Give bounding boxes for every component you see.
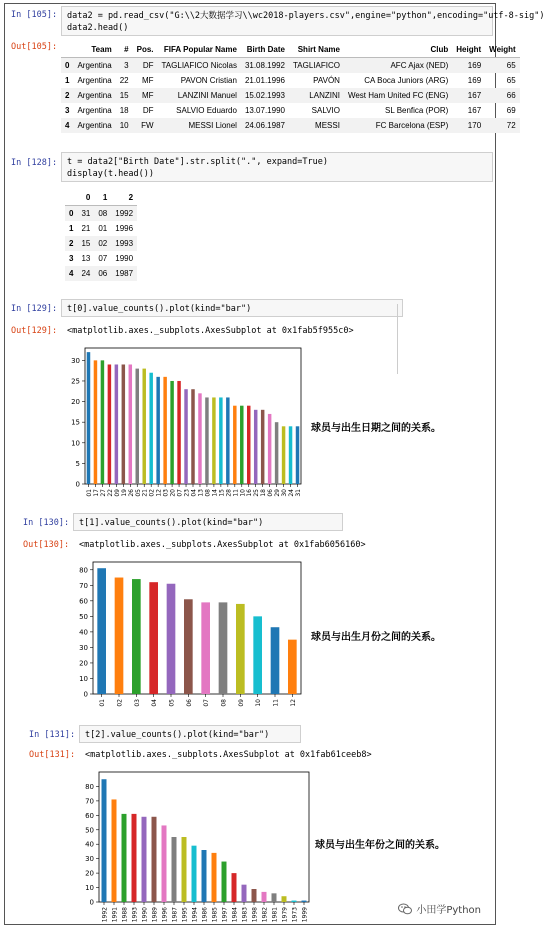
cell-129-out-prompt: Out[129]:: [11, 326, 58, 336]
cell-130-out-prompt: Out[130]:: [23, 540, 70, 550]
column-header: Height: [452, 42, 485, 58]
x-tick-label: 28: [225, 489, 233, 497]
table-cell: SALVIO: [311, 106, 340, 115]
cell-128-in-prompt: In [128]:: [11, 158, 58, 168]
table-cell: DF: [142, 106, 154, 115]
table-cell: 1993: [115, 239, 134, 248]
bar: [242, 885, 247, 902]
y-tick-label: 80: [79, 566, 88, 575]
x-tick-label: 19: [120, 489, 128, 497]
x-tick-label: 26: [127, 489, 135, 497]
x-tick-label: 1994: [191, 907, 199, 923]
column-header: Shirt Name: [289, 42, 344, 58]
x-tick-label: 1992: [101, 907, 109, 923]
table-cell: 169: [467, 76, 482, 85]
table-cell: MESSI: [315, 121, 340, 130]
table-cell: 65: [506, 76, 516, 85]
bar: [232, 873, 237, 902]
y-tick-label: 50: [79, 612, 88, 621]
bar: [149, 373, 152, 484]
bar: [152, 817, 157, 902]
table-cell: 167: [467, 91, 482, 100]
x-tick-label: 08: [204, 489, 212, 497]
table-cell: TAGLIAFICO Nicolas: [161, 61, 237, 70]
bar: [149, 582, 158, 694]
x-tick-label: 08: [220, 699, 228, 707]
x-tick-label: 30: [281, 489, 289, 497]
table-cell: 10: [119, 121, 129, 130]
table-cell: 21: [81, 224, 91, 233]
column-header: [65, 190, 77, 206]
table-row: [61, 73, 520, 88]
table-cell: TAGLIAFICO: [292, 61, 340, 70]
cell-105-out-prompt: Out[105]:: [11, 42, 58, 52]
x-tick-label: 31: [295, 489, 303, 497]
code-line: t = data2["Birth Date"].str.split(".", expand=True): [67, 157, 328, 167]
bar: [115, 578, 124, 694]
bar: [205, 397, 208, 484]
table-header-row: [61, 42, 520, 58]
bar: [275, 422, 278, 484]
table-cell: 22: [119, 76, 129, 85]
x-tick-label: 1996: [161, 907, 169, 923]
x-tick-label: 1988: [121, 907, 129, 923]
column-header: Birth Date: [241, 42, 289, 58]
bar: [170, 381, 173, 484]
y-tick-label: 5: [75, 459, 80, 468]
cell-130-in-prompt: In [130]:: [23, 518, 70, 528]
bar: [292, 901, 297, 902]
bar: [262, 892, 267, 902]
bar: [115, 364, 118, 484]
x-tick-label: 16: [246, 489, 254, 497]
bar: [192, 846, 197, 902]
table-cell: 18: [119, 106, 129, 115]
bar: [212, 853, 217, 902]
x-tick-label: 10: [239, 489, 247, 497]
x-tick-label: 20: [169, 489, 177, 497]
x-tick-label: 22: [106, 489, 114, 497]
y-tick-label: 70: [85, 797, 94, 806]
y-tick-label: 40: [79, 628, 88, 637]
y-tick-label: 20: [79, 659, 88, 668]
y-tick-label: 10: [85, 884, 94, 893]
bar: [202, 850, 207, 902]
table-header-row: [65, 190, 137, 206]
wechat-icon: [398, 903, 412, 915]
table-cell: Argentina: [77, 121, 112, 130]
table-cell: FW: [141, 121, 154, 130]
y-tick-label: 20: [71, 398, 80, 407]
table-cell: Argentina: [77, 106, 112, 115]
row-index: 3: [65, 106, 70, 115]
bar: [212, 397, 215, 484]
bar: [282, 426, 285, 484]
x-tick-label: 1997: [221, 907, 229, 923]
table-cell: 1990: [115, 254, 134, 263]
table-cell: West Ham United FC (ENG): [347, 91, 449, 100]
bar: [198, 393, 201, 484]
y-tick-label: 30: [71, 356, 80, 365]
cell-130-code[interactable]: [73, 513, 343, 531]
bar: [289, 426, 292, 484]
y-tick-label: 40: [85, 840, 94, 849]
x-tick-label: 1998: [251, 907, 259, 923]
y-tick-label: 0: [83, 690, 88, 699]
x-tick-label: 1995: [181, 907, 189, 923]
bar: [282, 896, 287, 902]
table-row: [65, 266, 137, 281]
x-tick-label: 1986: [201, 907, 209, 923]
cell-131-code[interactable]: [79, 725, 301, 743]
bar: [219, 602, 228, 694]
y-tick-label: 10: [71, 439, 80, 448]
x-tick-label: 18: [260, 489, 268, 497]
y-tick-label: 30: [85, 855, 94, 864]
table-cell: 1992: [115, 209, 134, 218]
bar: [191, 389, 194, 484]
table-cell: DF: [142, 61, 154, 70]
table-row: [61, 88, 520, 103]
table-cell: 15: [119, 91, 129, 100]
table-cell: PAVON Cristian: [180, 76, 237, 85]
code-line: t[0].value_counts().plot(kind="bar"): [67, 304, 252, 314]
table-row: [65, 221, 137, 236]
split-dataframe: [65, 190, 137, 281]
x-tick-label: 29: [274, 489, 282, 497]
x-tick-label: 1973: [291, 907, 299, 923]
table-cell: PAVÓN: [313, 76, 340, 85]
x-tick-label: 1984: [231, 907, 239, 923]
chart-caption-month: 球员与出生月份之间的关系。: [311, 632, 441, 643]
code-line: t[1].value_counts().plot(kind="bar"): [79, 518, 264, 528]
cell-129-repr: <matplotlib.axes._subplots.AxesSubplot at 0x1fab5f955c0>: [67, 326, 354, 336]
output-scroll-indicator[interactable]: [397, 304, 398, 374]
table-cell: 01: [98, 224, 108, 233]
table-cell: 72: [506, 121, 516, 130]
x-tick-label: 23: [183, 489, 191, 497]
x-tick-label: 1985: [211, 907, 219, 923]
x-tick-label: 07: [203, 699, 211, 707]
table-cell: 31: [81, 209, 91, 218]
x-tick-label: 14: [211, 489, 219, 497]
x-tick-label: 1979: [281, 907, 289, 923]
x-tick-label: 15: [218, 489, 226, 497]
column-header: 0: [77, 190, 94, 206]
column-header: Club: [344, 42, 452, 58]
x-tick-label: 1983: [241, 907, 249, 923]
bar: [182, 837, 187, 902]
table-cell: 24.06.1987: [244, 121, 285, 130]
bar: [163, 377, 166, 484]
x-tick-label: 02: [116, 699, 124, 707]
y-tick-label: 30: [79, 643, 88, 652]
column-header: 1: [94, 190, 111, 206]
x-tick-label: 21: [141, 489, 149, 497]
table-cell: 24: [81, 269, 91, 278]
x-tick-label: 17: [92, 489, 100, 497]
table-cell: 66: [506, 91, 516, 100]
table-row: [61, 118, 520, 133]
column-header: Pos.: [133, 42, 158, 58]
x-tick-label: 10: [255, 699, 263, 707]
row-index: 2: [69, 239, 74, 248]
bar: [177, 381, 180, 484]
table-cell: 169: [467, 61, 482, 70]
row-index: 2: [65, 91, 70, 100]
bar: [136, 369, 139, 484]
y-tick-label: 70: [79, 581, 88, 590]
x-tick-label: 25: [253, 489, 261, 497]
bar: [252, 889, 257, 902]
cell-105-in-prompt: In [105]:: [11, 10, 58, 20]
bar: [97, 568, 106, 694]
table-cell: AFC Ajax (NED): [390, 61, 449, 70]
bar: [288, 640, 297, 694]
cell-130-repr: <matplotlib.axes._subplots.AxesSubplot at 0x1fab6056160>: [79, 540, 366, 550]
x-tick-label: 13: [197, 489, 205, 497]
table-cell: 06: [98, 269, 108, 278]
y-tick-label: 60: [79, 597, 88, 606]
table-cell: SL Benfica (POR): [384, 106, 449, 115]
table-cell: LANZINI: [309, 91, 340, 100]
x-tick-label: 12: [289, 699, 297, 707]
row-index: 3: [69, 254, 74, 263]
y-tick-label: 60: [85, 811, 94, 820]
table-row: [65, 251, 137, 266]
bar: [101, 360, 104, 484]
bar: [167, 584, 176, 694]
table-cell: 1987: [115, 269, 134, 278]
x-tick-label: 01: [85, 489, 93, 497]
row-index: 1: [69, 224, 74, 233]
x-tick-label: 09: [237, 699, 245, 707]
bar: [142, 369, 145, 484]
table-cell: CA Boca Juniors (ARG): [364, 76, 449, 85]
code-line: data2 = pd.read_csv("G:\\2大数据学习\\wc2018-players.csv",engine="python",encoding="utf-8-sig"): [67, 11, 544, 21]
table-cell: 02: [98, 239, 108, 248]
x-tick-label: 05: [134, 489, 142, 497]
year-of-birth-bar-chart: [79, 766, 319, 924]
cell-131-in-prompt: In [131]:: [29, 730, 76, 740]
table-cell: Argentina: [77, 91, 112, 100]
table-cell: LANZINI Manuel: [177, 91, 237, 100]
bar: [108, 364, 111, 484]
cell-128-code[interactable]: [61, 152, 493, 182]
bar: [132, 814, 137, 902]
bar: [302, 901, 307, 902]
cell-129-code[interactable]: [61, 299, 403, 317]
row-index: 4: [69, 269, 74, 278]
y-tick-label: 0: [75, 480, 80, 489]
row-index: 4: [65, 121, 70, 130]
table-cell: 15.02.1993: [244, 91, 285, 100]
chart-caption-day: 球员与出生日期之间的关系。: [311, 423, 441, 434]
bar: [172, 837, 177, 902]
x-tick-label: 09: [113, 489, 121, 497]
cell-131-repr: <matplotlib.axes._subplots.AxesSubplot at 0x1fab61ceeb8>: [85, 750, 372, 760]
x-tick-label: 02: [148, 489, 156, 497]
y-tick-label: 0: [89, 898, 94, 907]
bar: [233, 406, 236, 484]
x-tick-label: 01: [99, 699, 107, 707]
table-cell: 65: [506, 61, 516, 70]
y-tick-label: 80: [85, 782, 94, 791]
bar: [261, 410, 264, 484]
table-cell: MESSI Lionel: [188, 121, 237, 130]
x-tick-label: 11: [272, 699, 280, 707]
watermark: [398, 901, 481, 916]
x-tick-label: 03: [133, 699, 141, 707]
bar: [240, 406, 243, 484]
x-tick-label: 1991: [111, 907, 119, 923]
bar: [184, 599, 193, 694]
y-tick-label: 15: [71, 418, 80, 427]
bar: [132, 579, 141, 694]
cell-131-out-prompt: Out[131]:: [29, 750, 76, 760]
bar: [272, 893, 277, 902]
x-tick-label: 03: [162, 489, 170, 497]
y-tick-label: 20: [85, 869, 94, 878]
x-tick-label: 07: [176, 489, 184, 497]
cell-105-code[interactable]: [61, 6, 544, 36]
x-tick-label: 1999: [301, 907, 309, 923]
table-cell: 13.07.1990: [244, 106, 285, 115]
watermark-text: 小田学Python: [416, 905, 481, 916]
chart-caption-year: 球员与出生年份之间的关系。: [315, 840, 445, 851]
cell-129-in-prompt: In [129]:: [11, 304, 58, 314]
x-tick-label: 1993: [131, 907, 139, 923]
bar: [122, 814, 127, 902]
x-tick-label: 1990: [141, 907, 149, 923]
bar: [112, 799, 117, 902]
table-cell: 13: [81, 254, 91, 263]
x-tick-label: 24: [288, 489, 296, 497]
x-tick-label: 1982: [261, 907, 269, 923]
column-header: FIFA Popular Name: [158, 42, 241, 58]
table-cell: 21.01.1996: [244, 76, 285, 85]
day-of-birth-bar-chart: [63, 342, 313, 512]
bar: [102, 779, 107, 902]
table-cell: SALVIO Eduardo: [176, 106, 237, 115]
table-cell: 31.08.1992: [244, 61, 285, 70]
column-header: [61, 42, 73, 58]
row-index: 0: [65, 61, 70, 70]
table-row: [65, 236, 137, 251]
column-header: 2: [111, 190, 137, 206]
bar: [253, 616, 262, 694]
bar: [122, 364, 125, 484]
bar: [87, 352, 90, 484]
table-cell: 15: [81, 239, 91, 248]
table-cell: FC Barcelona (ESP): [375, 121, 449, 130]
month-of-birth-bar-chart: [73, 556, 313, 716]
table-cell: 69: [506, 106, 516, 115]
x-tick-label: 1989: [151, 907, 159, 923]
bar: [142, 817, 147, 902]
table-cell: 170: [467, 121, 482, 130]
plot-area: [93, 562, 301, 694]
y-tick-label: 50: [85, 826, 94, 835]
x-tick-label: 27: [99, 489, 107, 497]
x-tick-label: 04: [190, 489, 198, 497]
table-cell: 3: [124, 61, 129, 70]
bar: [162, 825, 167, 902]
x-tick-label: 12: [155, 489, 163, 497]
bar: [201, 602, 210, 694]
table-cell: 08: [98, 209, 108, 218]
table-row: [61, 103, 520, 118]
column-header: #: [116, 42, 133, 58]
x-tick-label: 1987: [171, 907, 179, 923]
code-line: t[2].value_counts().plot(kind="bar"): [85, 730, 270, 740]
bar: [254, 410, 257, 484]
bar: [184, 389, 187, 484]
table-cell: Argentina: [77, 61, 112, 70]
table-cell: Argentina: [77, 76, 112, 85]
bar: [129, 364, 132, 484]
code-line: data2.head(): [67, 23, 129, 33]
column-header: Team: [73, 42, 115, 58]
x-tick-label: 06: [185, 699, 193, 707]
row-index: 0: [69, 209, 74, 218]
bar: [268, 414, 271, 484]
bar: [222, 862, 227, 902]
bar: [219, 397, 222, 484]
table-cell: MF: [141, 91, 154, 100]
table-row: [61, 58, 520, 74]
y-tick-label: 25: [71, 377, 80, 386]
column-header: Weight: [485, 42, 520, 58]
notebook-page: [4, 3, 544, 925]
x-tick-label: 1981: [271, 907, 279, 923]
bar: [296, 426, 299, 484]
bar: [236, 604, 245, 694]
y-tick-label: 10: [79, 674, 88, 683]
x-tick-label: 04: [151, 699, 159, 707]
row-index: 1: [65, 76, 70, 85]
players-dataframe: [61, 42, 520, 133]
table-cell: MF: [141, 76, 154, 85]
bar: [156, 377, 159, 484]
bar: [271, 627, 280, 694]
table-cell: 07: [98, 254, 108, 263]
table-cell: 167: [467, 106, 482, 115]
bar: [226, 397, 229, 484]
x-tick-label: 11: [232, 489, 240, 497]
bar: [94, 360, 97, 484]
x-tick-label: 06: [267, 489, 275, 497]
x-tick-label: 05: [168, 699, 176, 707]
table-cell: 1996: [115, 224, 134, 233]
table-row: [65, 206, 137, 222]
code-line: display(t.head()): [67, 169, 154, 179]
bar: [247, 406, 250, 484]
